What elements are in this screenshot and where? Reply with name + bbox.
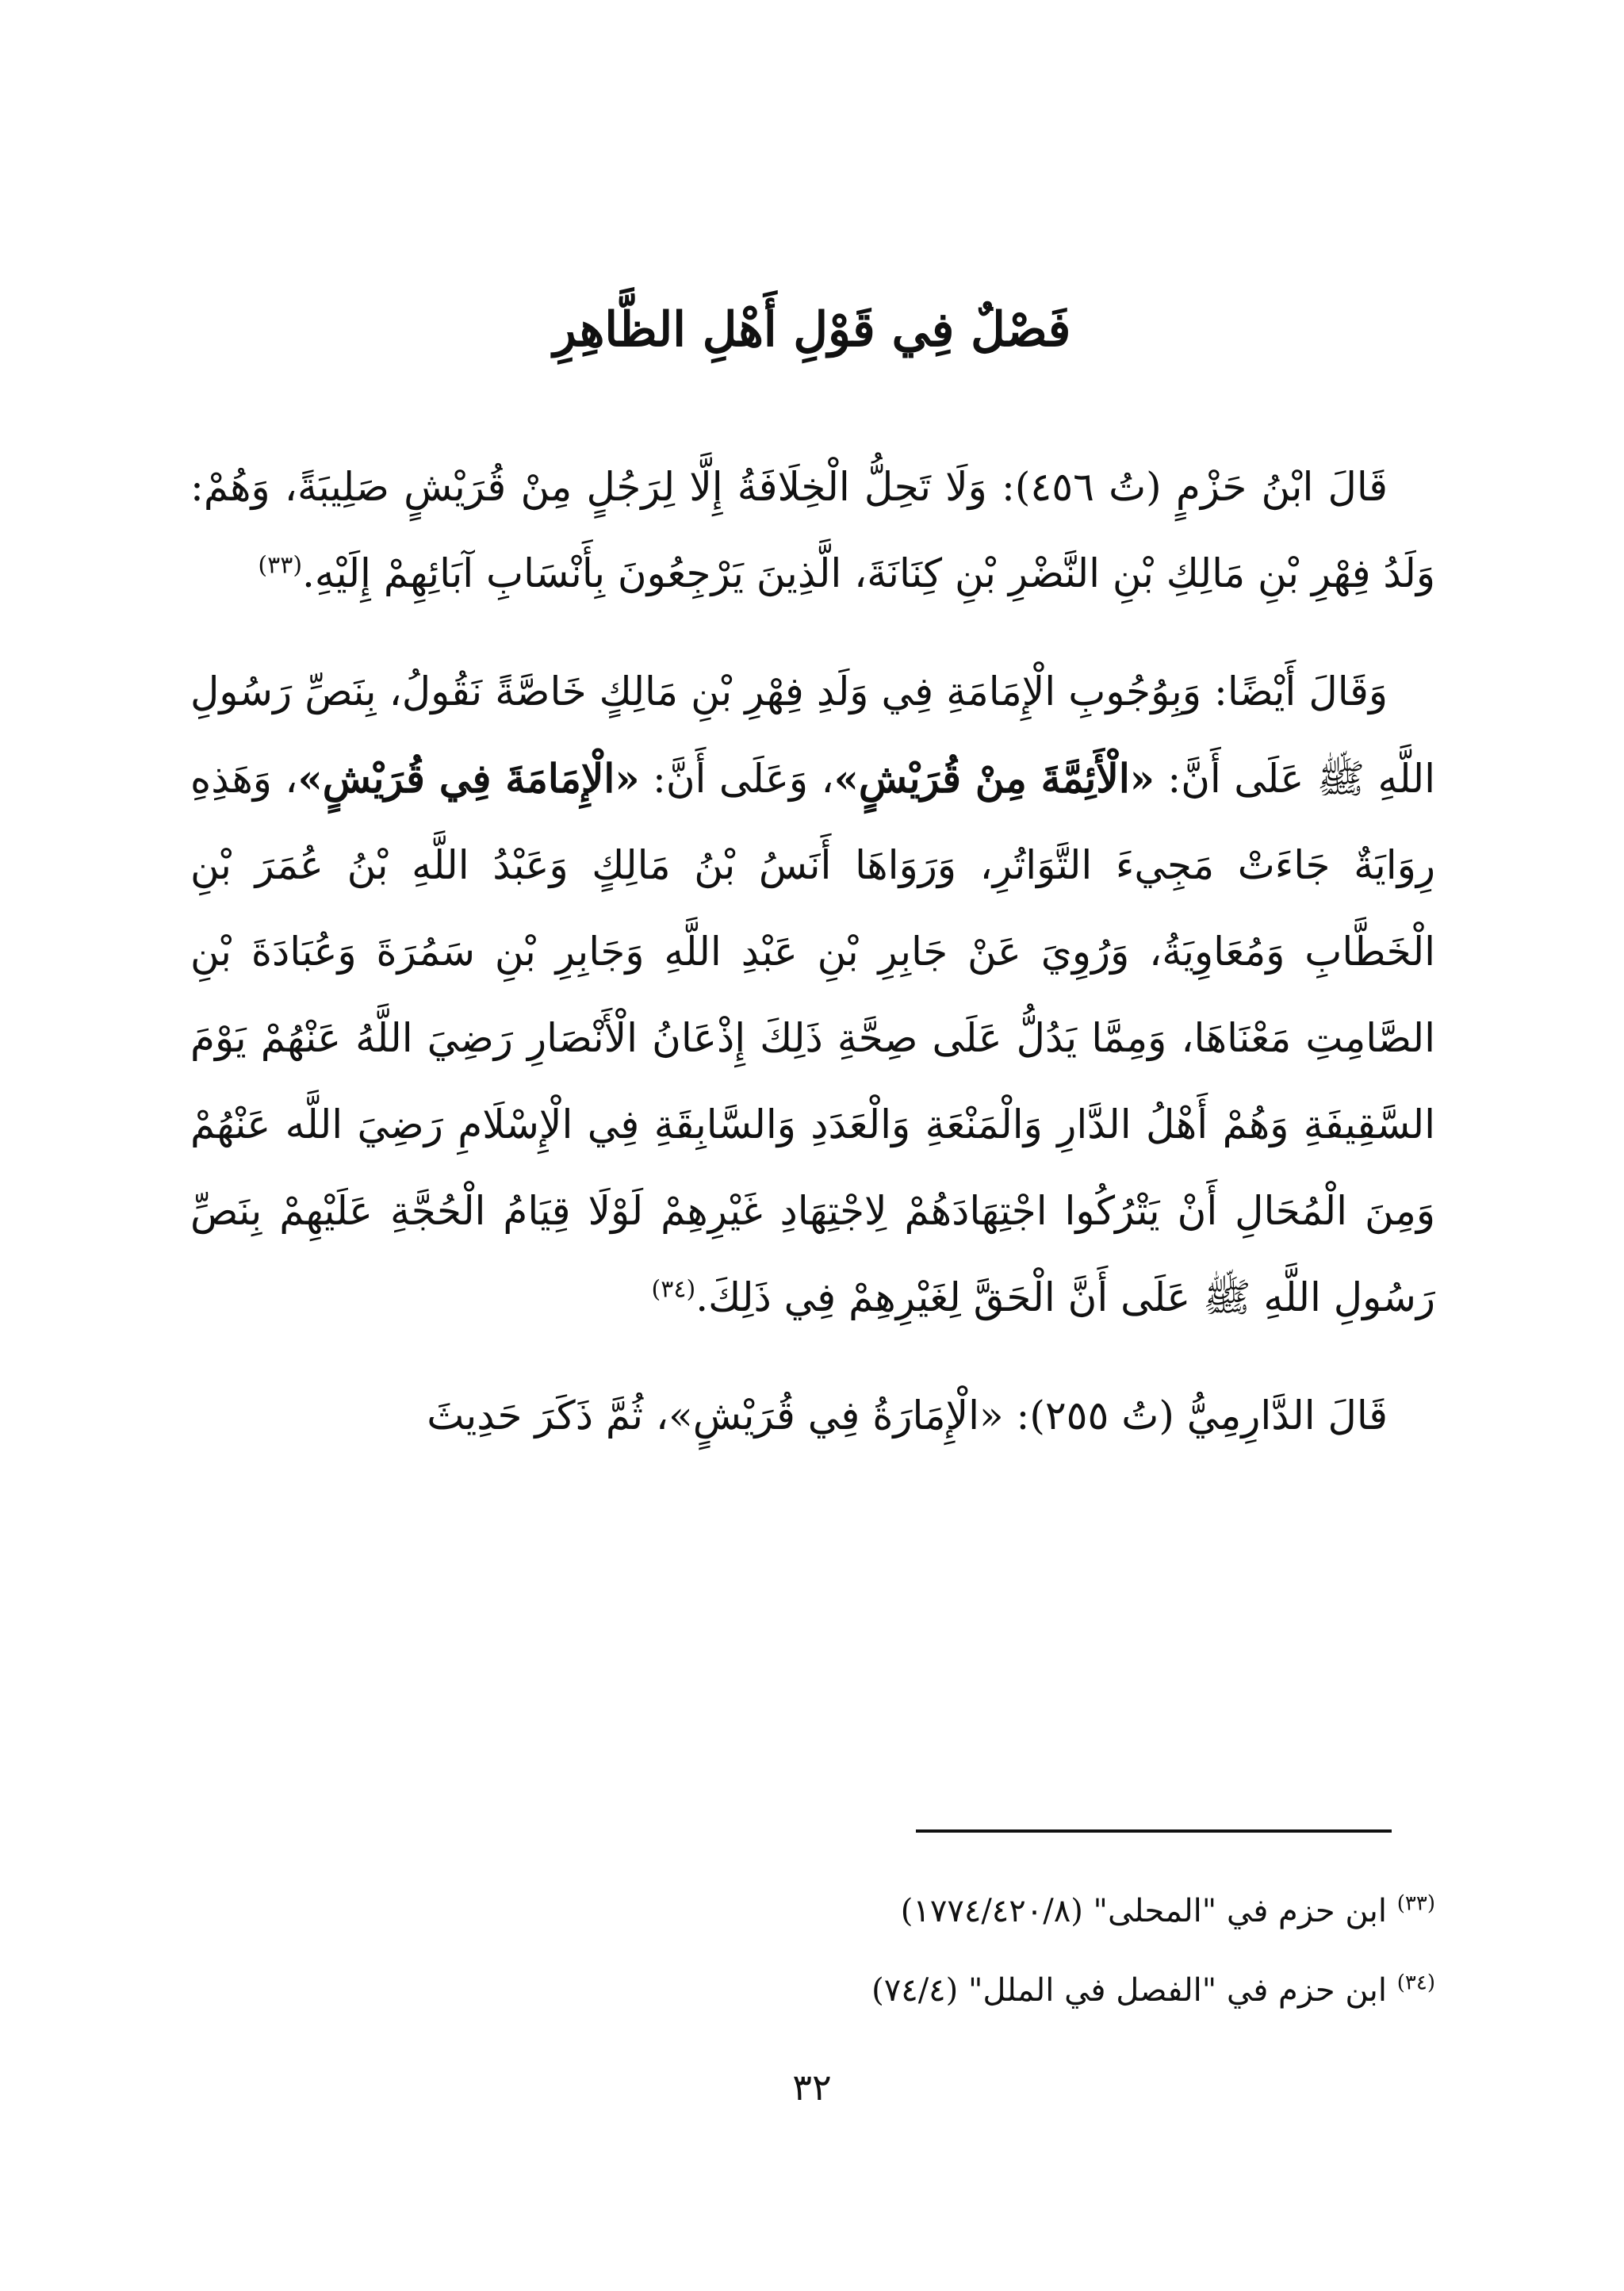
footnote-divider	[916, 1829, 1392, 1833]
hadith-quote: «الْأَئِمَّةَ مِنْ قُرَيْشٍ»	[833, 755, 1155, 802]
section-title: فَصْلٌ فِي قَوْلِ أَهْلِ الظَّاهِرِ	[553, 302, 1071, 358]
paragraph-text: قَالَ ابْنُ حَزْمٍ (تُ ٤٥٦): وَلَا تَحِلُّ الْخِلَافَةُ إِلَّا لِرَجُلٍ مِنْ قُرَيْشٍ صَلِيبَةً، وَهُمْ: وَلَدُ فِهْرِ بْنِ مَالِكِ بْنِ النَّضْرِ بْنِ كِنَانَةَ، الَّذِينَ يَرْجِعُونَ بِأَنْسَابِ آبَائِهِمْ إِلَيْهِ.	[190, 464, 1435, 596]
paragraph	[190, 1373, 1435, 1459]
body-text	[190, 444, 1435, 1491]
paragraph	[190, 649, 1435, 1341]
footnote-text: ابن حزم في "الفصل في الملل" (٧٤/٤)	[871, 1972, 1388, 2009]
paragraph-text: ، وَعَلَى أَنَّ:	[639, 756, 834, 802]
footnote-reference: (٣٤)	[651, 1275, 696, 1304]
footnote-mark: (٣٣)	[1396, 1891, 1435, 1916]
footnote	[190, 1951, 1435, 2030]
paragraph-text: قَالَ الدَّارِمِيُّ (تُ ٢٥٥): «الْإِمَارَةُ فِي قُرَيْشٍ»، ثُمَّ ذَكَرَ حَدِيثَ	[427, 1393, 1388, 1439]
hadith-quote: «الْإِمَامَةَ فِي قُرَيْشٍ»	[297, 755, 640, 802]
footnotes	[190, 1871, 1435, 2030]
paragraph	[190, 444, 1435, 617]
footnote	[190, 1871, 1435, 1951]
footnote-reference: (٣٣)	[258, 551, 303, 580]
footnote-text: ابن حزم في "المحلى" (١٧٧٤/٤٢٠/٨)	[900, 1893, 1388, 1929]
page-number: ٣٢	[792, 2066, 832, 2109]
paragraph-text: ، وَهَذِهِ رِوَايَةٌ جَاءَتْ مَجِيءَ التَّوَاتُرِ، وَرَوَاهَا أَنَسُ بْنُ مَالِكٍ وَعَبْدُ اللَّهِ بْنُ عُمَرَ بْنِ الْخَطَّابِ وَمُعَاوِيَةُ، وَرُوِيَ عَنْ جَابِرِ بْنِ عَبْدِ اللَّهِ وَجَابِرِ بْنِ سَمُرَةَ وَعُبَادَةَ بْنِ الصَّامِتِ مَعْنَاهَا، وَمِمَّا يَدُلُّ عَلَى صِحَّةِ ذَلِكَ إِذْعَانُ الْأَنْصَارِ رَضِيَ اللَّهُ عَنْهُمْ يَوْمَ السَّقِيفَةِ وَهُمْ أَهْلُ الدَّارِ وَالْمَنْعَةِ وَالْعَدَدِ وَالسَّابِقَةِ فِي الْإِسْلَامِ رَضِيَ اللَّه عَنْهُمْ وَمِنَ الْمُحَالِ أَنْ يَتْرُكُوا اجْتِهَادَهُمْ لِاجْتِهَادِ غَيْرِهِمْ لَوْلَا قِيَامُ الْحُجَّةِ عَلَيْهِمْ بِنَصِّ رَسُولِ اللَّهِ ﷺ عَلَى أَنَّ الْحَقَّ لِغَيْرِهِمْ فِي ذَلِكَ.	[190, 756, 1435, 1320]
footnote-mark: (٣٤)	[1396, 1971, 1435, 1995]
paragraph-text: وَقَالَ أَيْضًا: وَبِوُجُوبِ الْإِمَامَةِ فِي وَلَدِ فِهْرِ بْنِ مَالِكٍ خَاصَّةً نَقُولُ، بِنَصِّ رَسُولِ اللَّهِ ﷺ عَلَى أَنَّ:	[190, 669, 1435, 802]
